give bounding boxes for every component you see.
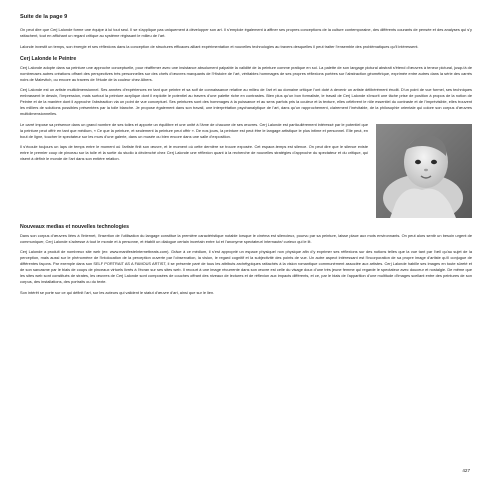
- baby-portrait-photo: [376, 124, 472, 218]
- section-heading-new-media: Nouveaux medias et nouvelles technologies: [20, 223, 129, 230]
- photo-caption-column: [20, 122, 368, 167]
- article-page: [20, 14, 472, 300]
- new-media-paragraph-2: Cerj Lalonde a produit de nombreux site web (ex: www.manifesteInternetbeats.com). Grâce à ce médium, il s’est approprié un espace physique/ non physique afin d’y exprimer ses réflexions sur des notions telles que la vue tant par l’œil qu’au sujet de la perception, mais aussi sur le phénomène de l’intolocation de la perception ouverte par l’observation, la vision, le regard cognitif et la subjectivité des points de vue. Un autre aspect intéressant est l’incorporation de sa propre image d’artiste qu’il conjugue de différentes façons. Par exemple dans son SELF PORTRAIT AS A FAMOUS ARTIST, il se présente paré de tous les attributs archétypiques rattachés à la vision romantique communément associée aux artistes. Cerj Lalonde habille ses images en toute sûreté et de son sarcasme par le biais de coups de pinceaux virtuels livrés à l’écran sur ses sites web. Il recourt à une image récurrente dans son œuvre est celle du visage doux d’une très jeune femme qui regarde le spectateur avec douceur et nostalgie. De même que les sites web sont constitués de strates, les œuvres de Cerj Lalonde sont composées de couches offrant des niveaux de lectures et de réflexion aux impacts différents, et ce, par le biais de l’apparition d’une multitude d’images scellant entre des peintures de son corpus, des installations, des portraits ou du texte.: [20, 249, 472, 284]
- intro-paragraph-1: On peut dire que Cerj Lalonde forme une équipe à lui tout seul. Il se s’applique pas uniquement à développer son art. Il s’emploie également à affiner ses propres conceptions de la culture contemporaine, des différents courants de pensée et des analyses qui s’y rattachent, tout en affichant un regard critique au système régissant le milieu de l’art.: [20, 27, 472, 38]
- painter-paragraph-2: Cerj Lalonde est un artiste multidimensionnel. Ses années d’expériences en tant que peintre et sa soif de connaissance relative au milieu de l’art et au domaine critique l’ont doté à devenir un artiste délibérément érudit. D’un point de vue formel, ses techniques embrassent le dessin, l’impression, mais surtout la peinture acrylique dont il exploite le potentiel au travers d’une palette riche en contrastes. Bien plus qu’un bon formaliste, le travail de Cerj Lalonde s’inscrit une tâche prise de position à propos de la notion de Peintre et de la manière dont il approche l’abstraction via un point de vue conceptuel. Ses peintures sont des hommages à la puissance et au sens parfois pris la couleur et la texture, elles célèbrent le rôle essentiel du contraste et de l’imprévisible, elles trouvent les milliers de solutions possibles présentées par la toile blanche. Je propose également dans son travail, une interprétation psychanalytique de l’art, dans qu’un rapprochement, clairement l’inévitable, de la philosophie orientale qui colore son corpus d’œuvres multidimensionnelles.: [20, 87, 472, 116]
- running-title: Suite de la page 9: [20, 14, 68, 20]
- painter-paragraph-1: Cerj Lalonde adopte dans sa peinture une approche conceptuelle, pour réaffirmer avec une insistance absolument palpable la validité de la peinture comme pratique en soi. La palette de son langage pictural abstrait s’étend d’œuvres à teneur pictural, jusqu’à de nombreuses autres créations offrant des perspectives très personnelles sur des chefs d’œuvres marquants de l’Histoire de l’art, véritables hommages de ses propres réflexions portées sur l’abstraction géométrique, exprimée entre autres dans la série des carrés noirs de Malevitch, ou encore au travers de l’étude de la couleur chez Albers.: [20, 64, 472, 82]
- text-with-photo: [20, 122, 472, 218]
- section-heading-painter: Cerj Lalonde le Peintre: [20, 55, 77, 62]
- page-number: 427: [462, 468, 470, 473]
- square-paragraph: Le carré impose sa présence dans un grand nombre de ses toiles et apporte un équilibre et une unité à l’âme de chacune de ses œuvres. Cerj Lalonde est particulièrement intéressé par le potentiel que la peinture peut offrir en tant que médium, « Ce que la peinture, et seulement la peinture peut offrir ». De nos jours, la peinture est peut être le langage artistique le plus intime et personnel. Elle peut, en bout de ligne, toucher le spectateur sur les murs d’une galerie, dans un musée ou bien encore dans une salle d’exposition.: [20, 121, 368, 139]
- intro-paragraph-2: Lalonde investit un temps, son énergie et ses réflexions dans la conception de structures efficaces alliant expérimentation et nouvelles technologies au travers desquelles il peut traiter l’ensemble des problématiques qu’il intéressent.: [20, 43, 419, 49]
- silence-paragraph: Il s’écoule toujours un laps de temps entre le moment où l’artiste finit son œuvre, et le moment où cette dernière se trouve exposée. Cet espace-temps est silence. On peut dire que le silence existe entre le premier coup de pinceau sur la toile et la sortie du studio à déclenché chez Cerj Lalonde une réflexion quant à la recherche de nouvelles stratégies d’approche du spectateur et du critique, qui visent à définir le monde de l’art dans son entière relation.: [20, 144, 368, 161]
- new-media-paragraph-1: Dans son corpus d’œuvres liées à l’internet, l’insertion de l’utilisation du langage constitue la première caractéristique notable lorsque le cinéma est silencieux, pourvu par sa peinture, laisse place aux mots environnants. On peut alors sentir un besoin urgent de communiquer, Cerj Lalonde s’adresse à tout le monde et à personne, et établit un dialogue certain incertain entre lui et l’anonyme spectateur/ internaute/ curieux qui le lit.: [20, 232, 472, 244]
- closing-paragraph: Son intérêt se porte sur ce qui définit l’art, sur les acteurs qui valident le statut d’œuvre d’art, ainsi que sur le lien.: [20, 289, 215, 295]
